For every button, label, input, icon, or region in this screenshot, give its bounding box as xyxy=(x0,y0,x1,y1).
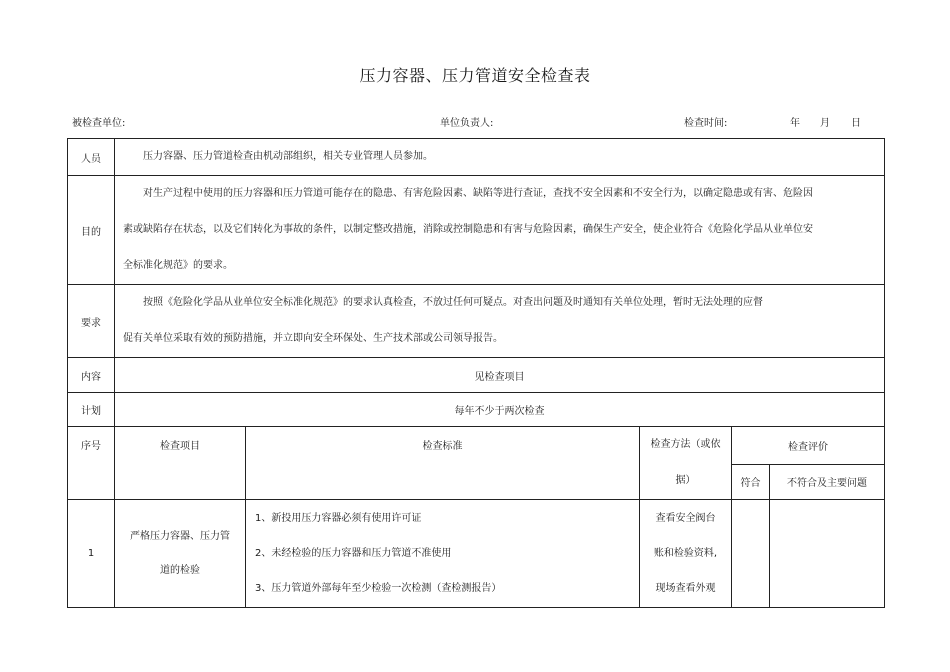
requirement-line: 促有关单位采取有效的预防措施，并立即向安全环保处、生产技术部或公司领导报告。 xyxy=(123,333,503,344)
check-method xyxy=(640,500,732,608)
method-line: 账和检验资料, xyxy=(653,548,718,559)
method-header-line: 检查方法（或依 xyxy=(650,439,721,450)
method-line: 查看安全阀台 xyxy=(655,513,716,524)
personnel-cell xyxy=(115,139,885,176)
content-label: 内容 xyxy=(68,358,115,393)
item-number: 1 xyxy=(68,500,115,608)
method-header-line: 据） xyxy=(675,475,696,486)
purpose-line: 对生产过程中使用的压力容器和压力管道可能存在的隐患、有害危险因素、缺陷等进行查证，查找不安全因素和不安全行为，以确定隐患或有害、危险因 xyxy=(143,188,813,199)
requirement-cell xyxy=(115,285,885,358)
personnel-row xyxy=(68,139,885,176)
col-header-item: 检查项目 xyxy=(115,427,246,500)
purpose-cell xyxy=(115,176,885,285)
col-header-method xyxy=(640,427,732,500)
check-item-line: 严格压力容器、压力管 xyxy=(130,530,230,542)
col-header-nonconform: 不符合及主要问题 xyxy=(770,464,885,499)
standard-line: 3、压力管道外部每年至少检验一次检测（查检测报告） xyxy=(255,583,502,594)
content-row xyxy=(68,358,885,393)
method-line: 现场查看外观 xyxy=(655,583,716,594)
inspected-unit-label: 被检查单位: xyxy=(72,118,126,129)
day-label: 日 xyxy=(851,118,861,129)
year-label: 年 xyxy=(790,118,800,129)
col-header-no: 序号 xyxy=(68,427,115,500)
inspection-table xyxy=(67,138,885,608)
content-text: 见检查项目 xyxy=(115,358,885,393)
nonconform-cell[interactable] xyxy=(770,500,885,608)
page-title: 压力容器、压力管道安全检查表 xyxy=(359,66,591,85)
personnel-text: 压力容器、压力管道检查由机动部组织，相关专业管理人员参加。 xyxy=(143,151,433,162)
table-row xyxy=(68,500,885,608)
check-item xyxy=(115,500,246,608)
col-header-conform: 符合 xyxy=(732,464,770,499)
column-header-row xyxy=(68,427,885,465)
personnel-label: 人员 xyxy=(68,139,115,176)
conform-cell[interactable] xyxy=(732,500,770,608)
check-item-line: 道的检验 xyxy=(160,564,200,576)
requirement-row xyxy=(68,285,885,358)
purpose-label: 目的 xyxy=(68,176,115,285)
standard-line: 1、新投用压力容器必须有使用许可证 xyxy=(255,513,422,524)
col-header-standard: 检查标准 xyxy=(246,427,640,500)
purpose-row xyxy=(68,176,885,285)
unit-responsible-label: 单位负责人: xyxy=(440,118,494,129)
col-header-evaluation: 检查评价 xyxy=(732,427,885,465)
plan-row xyxy=(68,393,885,427)
inspection-time-label: 检查时间: xyxy=(684,118,728,129)
plan-label: 计划 xyxy=(68,393,115,427)
purpose-line: 素或缺陷存在状态，以及它们转化为事故的条件，以制定整改措施，消除或控制隐患和有害与危险因素，确保生产安全，使企业符合《危险化学品从业单位安 xyxy=(123,224,813,235)
plan-text: 每年不少于两次检查 xyxy=(115,393,885,427)
requirement-line: 按照《危险化学品从业单位安全标准化规范》的要求认真检查，不放过任何可疑点。对查出问题及时通知有关单位处理，暂时无法处理的应督 xyxy=(143,297,763,308)
requirement-label: 要求 xyxy=(68,285,115,358)
month-label: 月 xyxy=(820,118,830,129)
standard-line: 2、未经检验的压力容器和压力管道不准使用 xyxy=(255,548,452,559)
purpose-line: 全标准化规范》的要求。 xyxy=(123,260,233,271)
check-standards xyxy=(246,500,640,608)
